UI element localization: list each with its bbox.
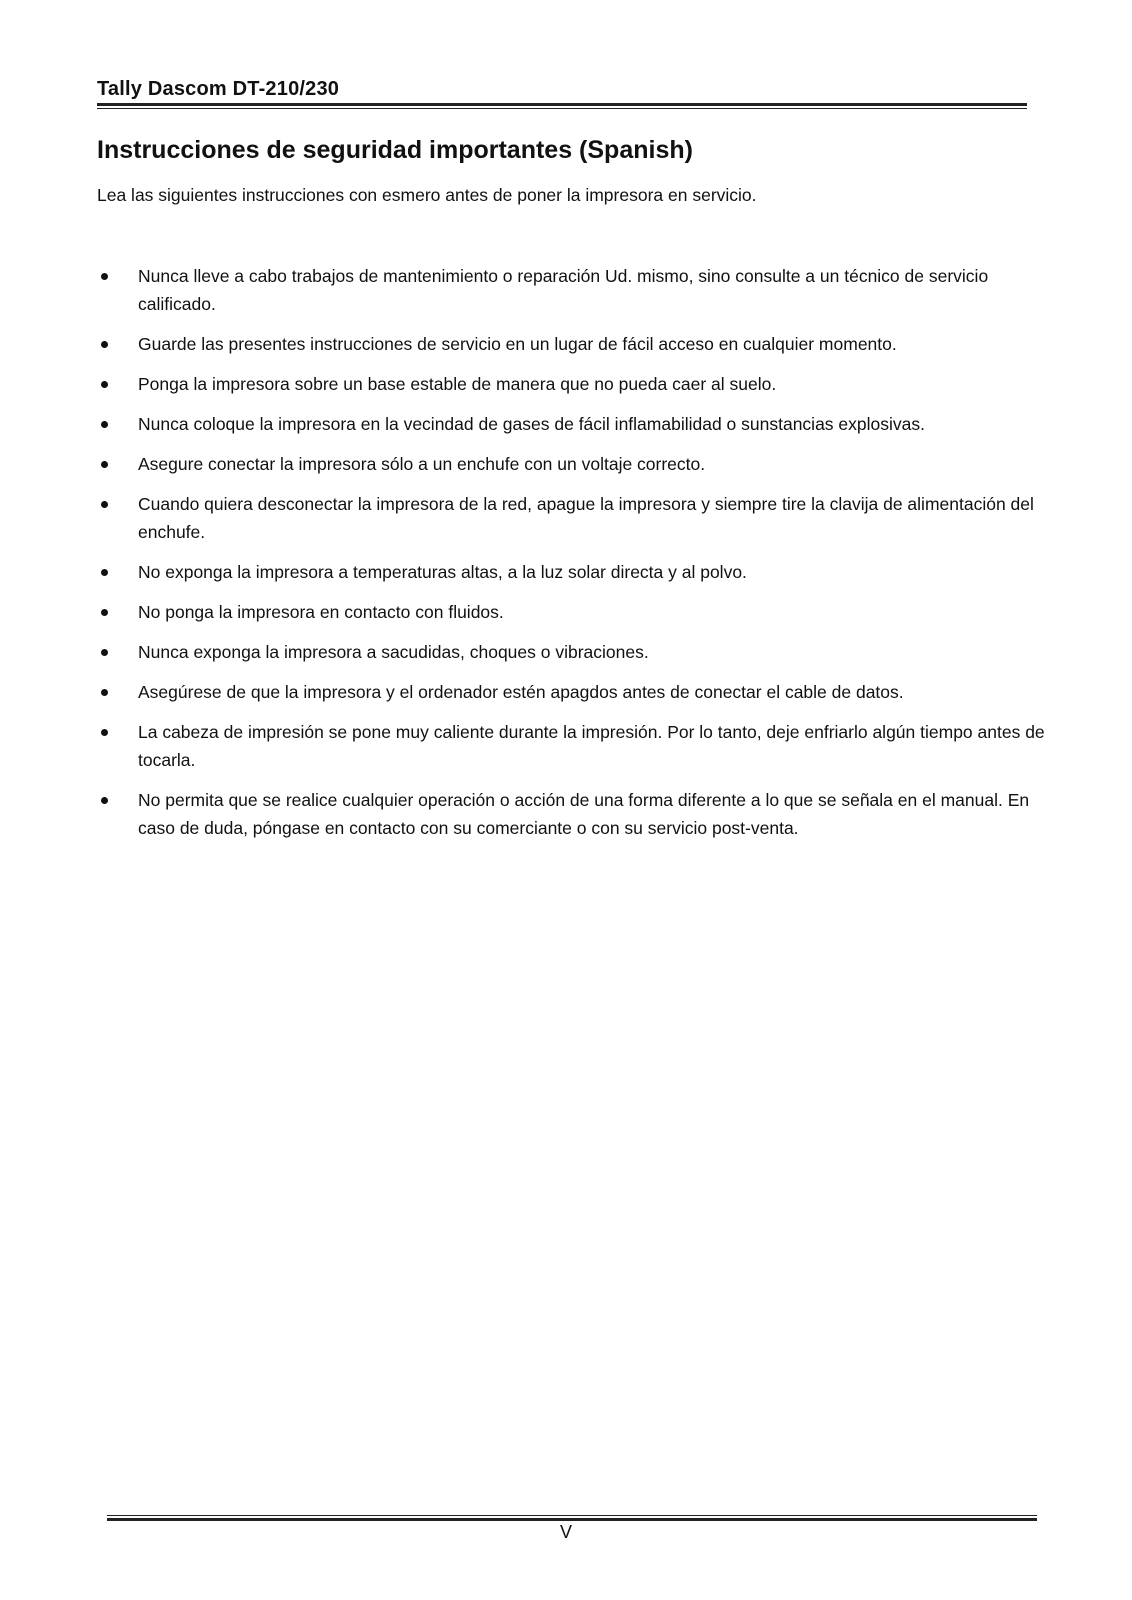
list-item-text: No exponga la impresora a temperaturas altas, a la luz solar directa y al polvo. — [138, 562, 747, 582]
list-item-text: Nunca exponga la impresora a sacudidas, choques o vibraciones. — [138, 642, 649, 662]
list-item-text: No permita que se realice cualquier operación o acción de una forma diferente a lo que se señala en el manual. En caso de duda, póngase en contacto con su comerciante o con su servicio post-venta. — [138, 790, 1030, 838]
list-item — [97, 558, 1047, 586]
footer-rule — [107, 1515, 1037, 1521]
bullet-icon — [101, 569, 108, 576]
list-item — [97, 786, 1047, 842]
list-item — [97, 638, 1047, 666]
bullet-icon — [101, 501, 108, 508]
list-item — [97, 678, 1047, 706]
list-item-text: No ponga la impresora en contacto con fluidos. — [138, 602, 504, 622]
list-item-text: Asegure conectar la impresora sólo a un enchufe con un voltaje correcto. — [138, 454, 706, 474]
bullet-icon — [101, 421, 108, 428]
list-item-text: Ponga la impresora sobre un base estable de manera que no pueda caer al suelo. — [138, 374, 777, 394]
list-item — [97, 450, 1047, 478]
list-item — [97, 370, 1047, 398]
bullet-icon — [101, 273, 108, 280]
list-item — [97, 718, 1047, 774]
header-rule — [97, 103, 1027, 109]
list-item-text: Nunca lleve a cabo trabajos de mantenimiento o reparación Ud. mismo, sino consulte a un técnico de servicio calificado. — [138, 266, 989, 314]
list-item-text: Cuando quiera desconectar la impresora de la red, apague la impresora y siempre tire la clavija de alimentación del enchufe. — [138, 494, 1034, 542]
list-item-text: Asegúrese de que la impresora y el ordenador estén apagdos antes de conectar el cable de datos. — [138, 682, 904, 702]
bullet-icon — [101, 797, 108, 804]
bullet-icon — [101, 381, 108, 388]
bullet-icon — [101, 689, 108, 696]
document-header-title: Tally Dascom DT-210/230 — [97, 78, 340, 100]
list-item-text: La cabeza de impresión se pone muy caliente durante la impresión. Por lo tanto, deje enfriarlo algún tiempo antes de tocarla. — [138, 722, 1045, 770]
bullet-icon — [101, 341, 108, 348]
bullet-icon — [101, 729, 108, 736]
list-item — [97, 262, 1047, 318]
page-title: Instrucciones de seguridad importantes (Spanish) — [97, 136, 693, 164]
bullet-icon — [101, 461, 108, 468]
list-item-text: Nunca coloque la impresora en la vecindad de gases de fácil inflamabilidad o sunstancias explosivas. — [138, 414, 925, 434]
intro-paragraph: Lea las siguientes instrucciones con esmero antes de poner la impresora en servicio. — [97, 185, 757, 205]
list-item — [97, 490, 1047, 546]
list-item-text: Guarde las presentes instrucciones de servicio en un lugar de fácil acceso en cualquier momento. — [138, 334, 897, 354]
page-number: V — [559, 1522, 572, 1542]
bullet-icon — [101, 649, 108, 656]
list-item — [97, 598, 1047, 626]
list-item — [97, 410, 1047, 438]
bullet-icon — [101, 609, 108, 616]
safety-instructions-list — [97, 262, 1047, 854]
list-item — [97, 330, 1047, 358]
